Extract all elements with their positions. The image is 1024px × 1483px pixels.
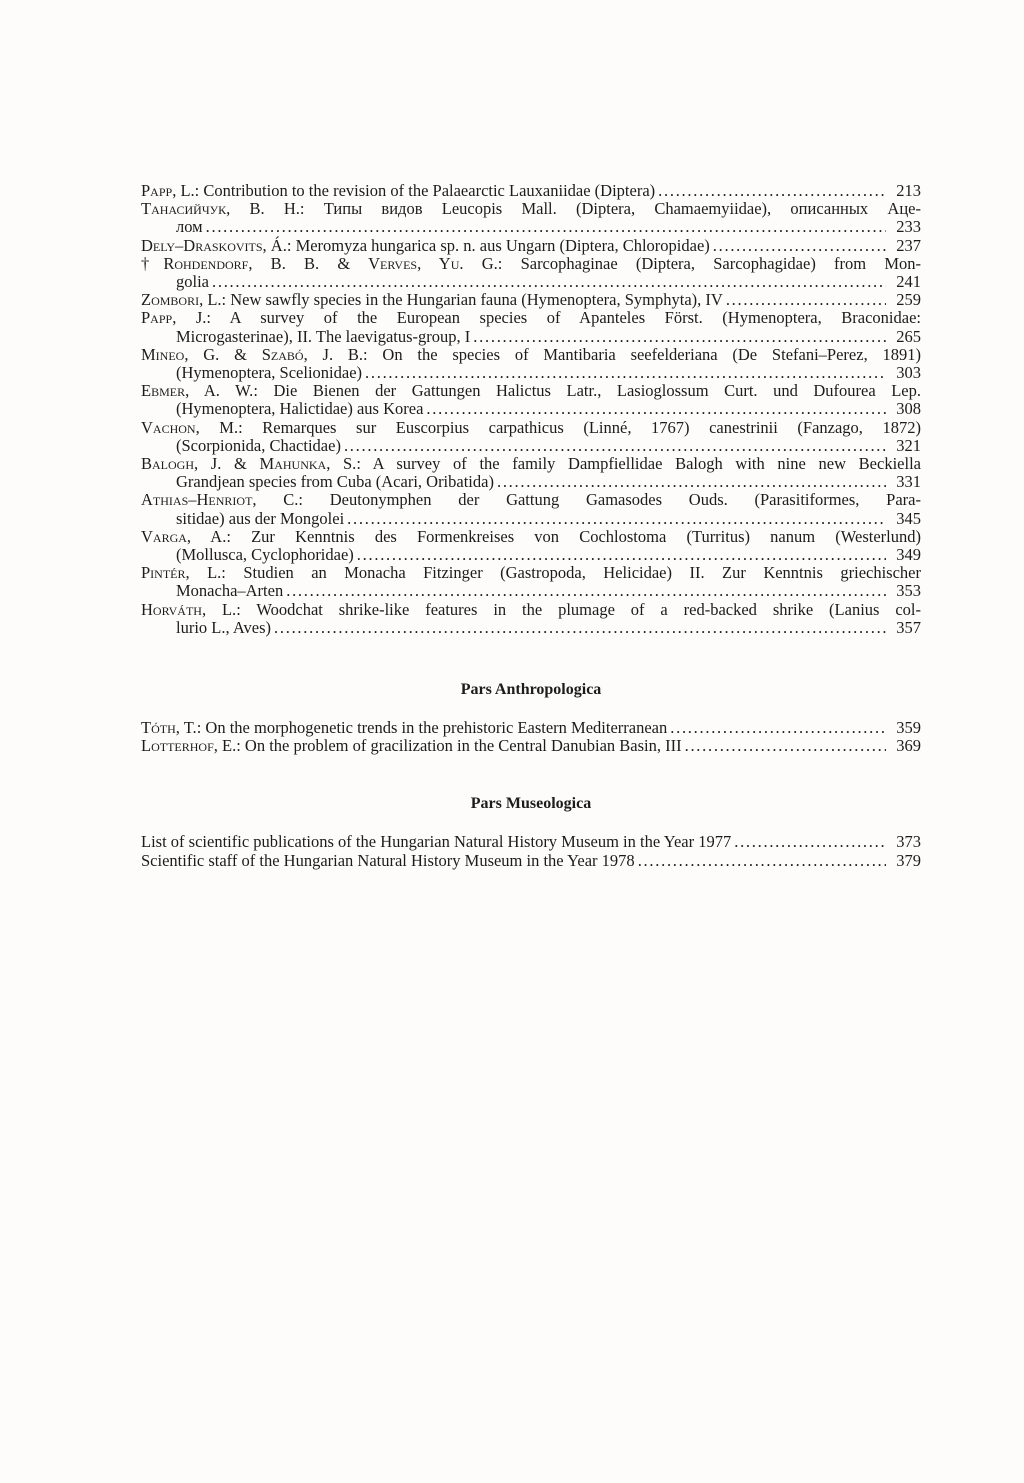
entry-title-text: (Mollusca, Cyclophoridae)	[176, 545, 354, 565]
entry-title-text: Studien an Monacha Fitzinger (Gastropoda, Helicidae) II. Zur Kenntnis griechischer	[243, 563, 921, 583]
entry-author: Papp, J.	[141, 308, 207, 328]
page-number: 379	[896, 850, 921, 870]
entry-line	[141, 437, 921, 455]
section-heading-museologica: Pars Museologica	[470, 795, 592, 813]
entry-author: Pintér, L.	[141, 563, 222, 583]
entry-author: Dely–Draskovits, Á.	[141, 235, 287, 255]
entry-line: Танасийчук, В. Н.: Типы видов Leucopis Mall. (Diptera, Chamaemyiidae), описанных Аце-	[141, 199, 921, 219]
entry-author: Horváth, L.	[141, 599, 237, 619]
entry-author: Vachon, M.	[141, 417, 239, 437]
dot-leader	[344, 437, 886, 455]
page-number: 303	[896, 363, 921, 383]
entry-line: Varga, A.: Zur Kenntnis des Formenkreises von Cochlostoma (Turritus) nanum (Westerlund)	[141, 526, 921, 546]
page-number: 353	[896, 581, 921, 601]
dot-leader	[734, 833, 886, 851]
entry-title-text: Grandjean species from Cuba (Acari, Oribatida)	[176, 472, 494, 492]
section-heading-anthropologica: Pars Anthropologica	[460, 681, 602, 699]
page-number: 241	[896, 272, 921, 292]
entry-line	[141, 400, 921, 418]
page-number: 345	[896, 508, 921, 528]
toc-entry	[141, 182, 921, 200]
entry-author: Ebmer, A. W.	[141, 381, 254, 401]
entry-line	[141, 273, 921, 291]
contents-page	[141, 182, 921, 870]
entry-author: Mineo, G. & Szabó, J. B.	[141, 344, 364, 364]
entry-line	[141, 719, 921, 737]
museologica-entries	[141, 833, 921, 869]
toc-entry	[141, 491, 921, 527]
toc-entry	[141, 601, 921, 637]
entry-line	[141, 852, 921, 870]
page-number: 321	[896, 435, 921, 455]
entry-author: †Rohdendorf, B. B. & Verves, Yu. G.	[141, 253, 498, 273]
entry-line	[141, 833, 921, 851]
entry-author: Zombori, L.	[141, 290, 222, 310]
entry-title-text: List of scientific publications of the Hungarian Natural History Museum in the Year 1977	[141, 832, 732, 852]
entry-title-text: Типы видов Leucopis Mall. (Diptera, Chamaemyiidae), описанных Аце-	[323, 199, 921, 219]
entry-line	[141, 473, 921, 491]
entry-author: Varga, A.	[141, 526, 227, 546]
page-number: 349	[896, 545, 921, 565]
page-number: 213	[896, 181, 921, 200]
entry-title-text: Papp, L.: Contribution to the revision of the Palaearctic Lauxaniidae (Diptera)	[141, 181, 656, 200]
dot-leader	[473, 328, 886, 346]
entry-line: Horváth, L.: Woodchat shrike-like features in the plumage of a red-backed shrike (Lanius col-	[141, 599, 921, 619]
entry-line	[141, 619, 921, 637]
entry-line: Ebmer, A. W.: Die Bienen der Gattungen Halictus Latr., Lasioglossum Curt. und Dufourea Lep.	[141, 381, 921, 401]
entry-title-text: On the species of Mantibaria seefelderiana (De Stefani–Perez, 1891)	[382, 344, 921, 364]
entry-title-text: Woodchat shrike-like features in the plumage of a red-backed shrike (Lanius col-	[256, 599, 921, 619]
entry-author: Papp, L.	[141, 181, 195, 200]
entry-line	[141, 582, 921, 600]
dot-leader	[274, 619, 886, 637]
entry-line: Vachon, M.: Remarques sur Euscorpius carpathicus (Linné, 1767) canestrinii (Fanzago, 1872)	[141, 417, 921, 437]
entry-title-text: A survey of the family Dampfiellidae Balogh with nine new Beckiella	[372, 454, 921, 474]
page-number: 357	[896, 617, 921, 637]
page-number: 237	[896, 235, 921, 255]
toc-entry	[141, 852, 921, 870]
entry-line	[141, 237, 921, 255]
zoology-entries	[141, 182, 921, 637]
dot-leader	[658, 182, 886, 200]
entry-line: †Rohdendorf, B. B. & Verves, Yu. G.: Sarcophaginae (Diptera, Sarcophagidae) from Mon-	[141, 253, 921, 273]
toc-entry	[141, 564, 921, 600]
entry-author: Lotterhof, E.	[141, 736, 237, 756]
dot-leader	[726, 291, 886, 309]
page-number: 308	[896, 399, 921, 419]
entry-title-text: Die Bienen der Gattungen Halictus Latr., Lasioglossum Curt. und Dufourea Lep.	[273, 381, 921, 401]
entry-title-text: Zur Kenntnis des Formenkreises von Cochlostoma (Turritus) nanum (Westerlund)	[251, 526, 921, 546]
entry-title-text: lurio L., Aves)	[176, 617, 272, 637]
entry-title-text: (Hymenoptera, Halictidae) aus Korea	[176, 399, 424, 419]
dot-leader	[685, 737, 886, 755]
entry-title-text: Sarcophaginae (Diptera, Sarcophagidae) from Mon-	[520, 253, 921, 273]
entry-title-text: Tóth, T.: On the morphogenetic trends in the prehistoric Eastern Mediterranean	[141, 718, 668, 738]
dot-leader	[212, 273, 886, 291]
entry-title-text: Dely–Draskovits, Á.: Meromyza hungarica sp. n. aus Ungarn (Diptera, Chloropidae)	[141, 235, 710, 255]
entry-line	[141, 510, 921, 528]
entry-line: Papp, J.: A survey of the European species of Apanteles Först. (Hymenoptera, Braconidae:	[141, 308, 921, 328]
entry-title-text: Scientific staff of the Hungarian Natural History Museum in the Year 1978	[141, 850, 635, 870]
entry-author: Tóth, T.	[141, 718, 197, 738]
page-number: 265	[896, 326, 921, 346]
anthropologica-entries	[141, 719, 921, 755]
entry-author: Balogh, J. & Mahunka, S.	[141, 454, 357, 474]
entry-title-text: (Hymenoptera, Scelionidae)	[176, 363, 363, 383]
entry-title-text: Deutonymphen der Gattung Gamasodes Ouds. (Parasitiformes, Para-	[329, 490, 921, 510]
entry-title-text: Zombori, L.: New sawfly species in the Hungarian fauna (Hymenoptera, Symphyta), IV	[141, 290, 723, 310]
entry-line: Pintér, L.: Studien an Monacha Fitzinger (Gastropoda, Helicidae) II. Zur Kenntnis griechischer	[141, 563, 921, 583]
entry-line	[141, 218, 921, 236]
dot-leader	[713, 237, 886, 255]
entry-title-text: Monacha–Arten	[176, 581, 284, 601]
toc-entry	[141, 455, 921, 491]
entry-line: Mineo, G. & Szabó, J. B.: On the species of Mantibaria seefelderiana (De Stefani–Perez, 1891)	[141, 344, 921, 364]
page-number: 369	[896, 736, 921, 756]
entry-author: Танасийчук, В. Н.	[141, 199, 300, 219]
entry-title-text: (Scorpionida, Chactidae)	[176, 435, 341, 455]
toc-entry	[141, 737, 921, 755]
entry-line	[141, 291, 921, 309]
page-number: 331	[896, 472, 921, 492]
entry-title-text: Lotterhof, E.: On the problem of gracilization in the Central Danubian Basin, III	[141, 736, 682, 756]
entry-line: Balogh, J. & Mahunka, S.: A survey of the family Dampfiellidae Balogh with nine new Beckiella	[141, 454, 921, 474]
toc-entry	[141, 200, 921, 236]
entry-title-text: golia	[176, 272, 209, 292]
toc-entry	[141, 309, 921, 345]
dot-leader	[670, 719, 886, 737]
page-number: 233	[896, 217, 921, 237]
entry-line	[141, 737, 921, 755]
toc-entry	[141, 255, 921, 291]
entry-title-text: Remarques sur Euscorpius carpathicus (Linné, 1767) canestrinii (Fanzago, 1872)	[262, 417, 921, 437]
entry-line	[141, 364, 921, 382]
page-number: 373	[896, 832, 921, 852]
toc-entry	[141, 719, 921, 737]
page-number: 259	[896, 290, 921, 310]
dot-leader	[206, 218, 886, 236]
entry-line: Athias–Henriot, C.: Deutonymphen der Gattung Gamasodes Ouds. (Parasitiformes, Para-	[141, 490, 921, 510]
toc-entry	[141, 419, 921, 455]
dot-leader	[347, 510, 886, 528]
dot-leader	[426, 400, 886, 418]
toc-entry	[141, 528, 921, 564]
dot-leader	[365, 364, 886, 382]
entry-line	[141, 328, 921, 346]
entry-line	[141, 546, 921, 564]
dot-leader	[497, 473, 886, 491]
entry-author: Athias–Henriot, C.	[141, 490, 299, 510]
entry-title-text: Microgasterinae), II. The laevigatus-group, I	[176, 326, 471, 346]
dot-leader	[357, 546, 886, 564]
toc-entry	[141, 833, 921, 851]
toc-entry	[141, 237, 921, 255]
dot-leader	[638, 852, 886, 870]
toc-entry	[141, 291, 921, 309]
toc-entry	[141, 346, 921, 382]
entry-title-text: A survey of the European species of Apanteles Först. (Hymenoptera, Braconidae:	[229, 308, 921, 328]
entry-line	[141, 182, 921, 200]
entry-title-text: sitidae) aus der Mongolei	[176, 508, 345, 528]
dot-leader	[286, 582, 886, 600]
entry-title-text: лом	[176, 217, 203, 237]
toc-entry	[141, 382, 921, 418]
page-number: 359	[896, 718, 921, 738]
